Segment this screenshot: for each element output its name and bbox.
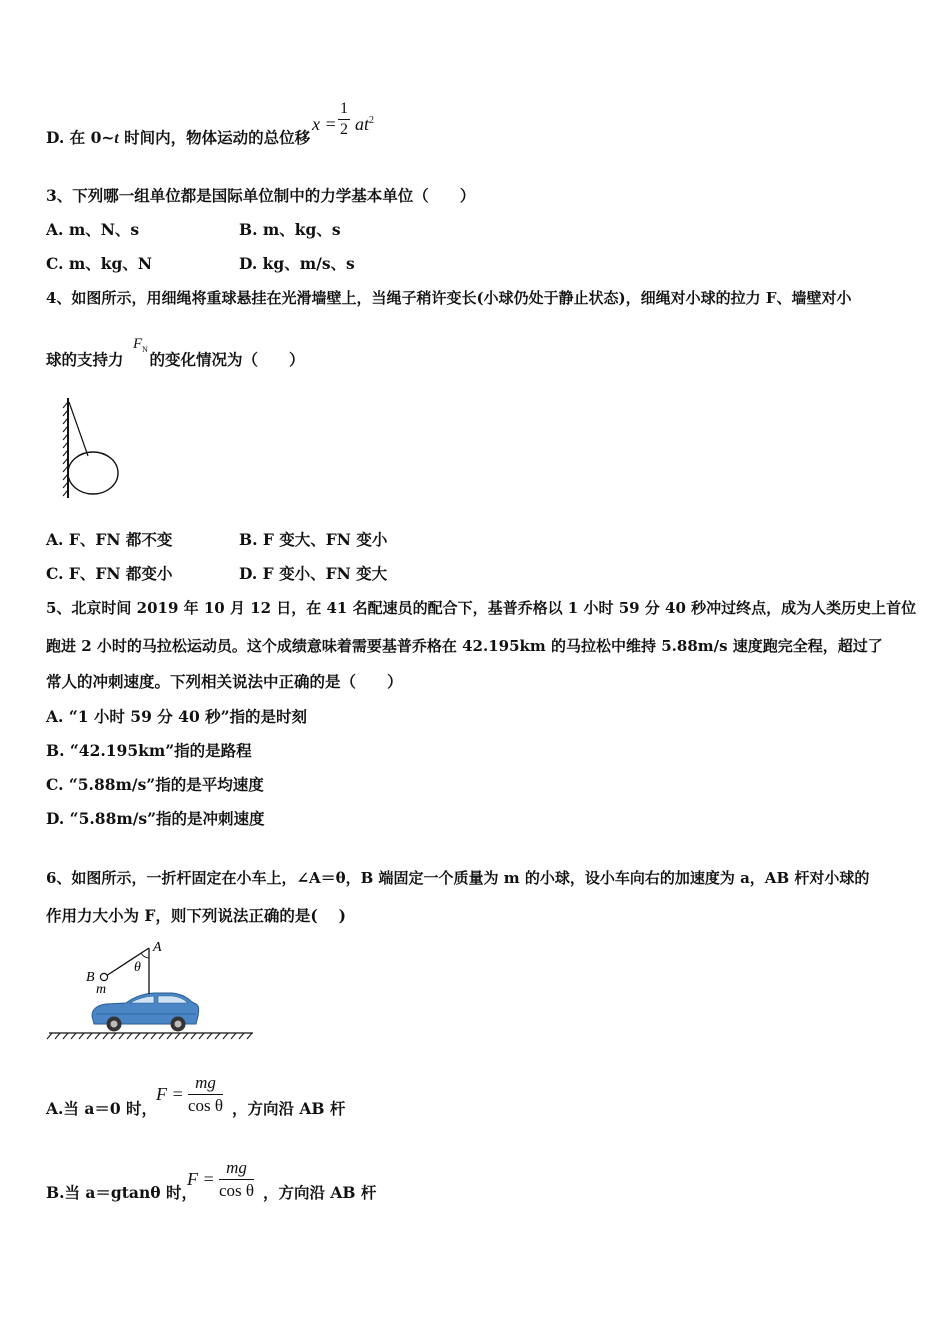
q6-stem-line2: 作用力大小为 F，则下列说法正确的是( ) [46,906,346,925]
q2-formula-den: 2 [340,121,348,138]
q4-fn-symbol [133,336,148,354]
q2-formula-rest [355,114,374,135]
q2-formula-fraction [338,100,350,139]
q5-stem-line2: 跑进 2 小时的马拉松运动员。这个成绩意味着需要基普乔格在 42.195km 的马拉松中维持 5.88m/s 速度跑完全程，超过了 [46,637,883,655]
q2-formula-lhs: x = [312,114,337,134]
q2-option-d-t: t [114,130,119,147]
q5-option-c: C. “5.88m/s”指的是平均速度 [46,775,264,794]
q5-stem-line3: 常人的冲刺速度。下列相关说法中正确的是（ ） [46,672,403,691]
q6-label-a: A [153,940,162,955]
q4-option-c: C. F、FN 都变小 [46,564,173,583]
q6-label-theta: θ [134,960,141,975]
q6-option-b-pre: B.当 a＝gtanθ 时， [46,1183,197,1202]
q3-option-b: B. m、kg、s [239,220,341,239]
q5-option-d: D. “5.88m/s”指的是冲刺速度 [46,809,265,828]
q6-option-a-post: ，方向沿 AB 杆 [232,1099,346,1118]
q6-option-a-den: cos θ [188,1096,224,1115]
q3-option-a: A. m、N、s [46,220,140,239]
q6-label-m: m [96,982,107,997]
q6-option-a-f: F = [156,1084,184,1104]
q4-option-d: D. F 变小、FN 变大 [239,564,388,583]
q4-fn-letter: F [133,336,143,352]
q4-wall-ball-diagram [60,396,130,506]
q3-stem: 3、下列哪一组单位都是国际单位制中的力学基本单位（ ） [46,186,476,205]
q2-formula-at: at [355,114,370,134]
q3-option-d: D. kg、m/s、s [239,254,355,273]
q2-option-d [46,128,310,149]
q6-option-a-pre: A.当 a＝0 时， [46,1099,158,1118]
q6-option-b-num: mg [219,1158,254,1180]
q6-option-b-fraction [219,1158,254,1201]
q3-option-c: C. m、kg、N [46,254,153,273]
q4-stem-post: 的变化情况为（ ） [149,350,305,369]
q5-option-b: B. “42.195km”指的是路程 [46,741,252,760]
q5-option-a: A. “1 小时 59 分 40 秒”指的是时刻 [46,707,308,726]
q5-stem-line1: 5、北京时间 2019 年 10 月 12 日，在 41 名配速员的配合下，基普乔格以 1 小时 59 分 40 秒冲过终点，成为人类历史上首位 [46,599,917,617]
q6-stem-line1: 6、如图所示，一折杆固定在小车上，∠A＝θ，B 端固定一个质量为 m 的小球，设小车向右的加速度为 a，AB 杆对小球的 [46,869,870,887]
q6-option-b-post: ，方向沿 AB 杆 [263,1183,377,1202]
q2-option-d-text: 时间内，物体运动的总位移 [118,128,311,147]
q4-option-b: B. F 变大、FN 变小 [239,530,388,549]
q6-car-rod-diagram [46,936,261,1046]
q4-option-a: A. F、FN 都不变 [46,530,173,549]
q4-fn-sub: N [142,345,148,354]
q6-option-a-fraction [188,1073,223,1116]
q6-option-b-den: cos θ [219,1181,255,1200]
q2-option-d-prefix: D. 在 0~ [46,128,115,147]
q4-stem-line1: 4、如图所示，用细绳将重球悬挂在光滑墙壁上，当绳子稍许变长(小球仍处于静止状态)，细绳对小球的拉力 F、墙壁对小 [46,289,852,307]
q2-formula-exp: 2 [369,115,375,126]
q6-label-b: B [86,970,95,985]
q6-option-b-f: F = [187,1169,215,1189]
q2-formula-num: 1 [338,100,350,120]
q4-stem-pre: 球的支持力 [46,350,124,369]
q6-option-a-num: mg [188,1073,223,1095]
q4-stem-line2 [46,350,305,370]
